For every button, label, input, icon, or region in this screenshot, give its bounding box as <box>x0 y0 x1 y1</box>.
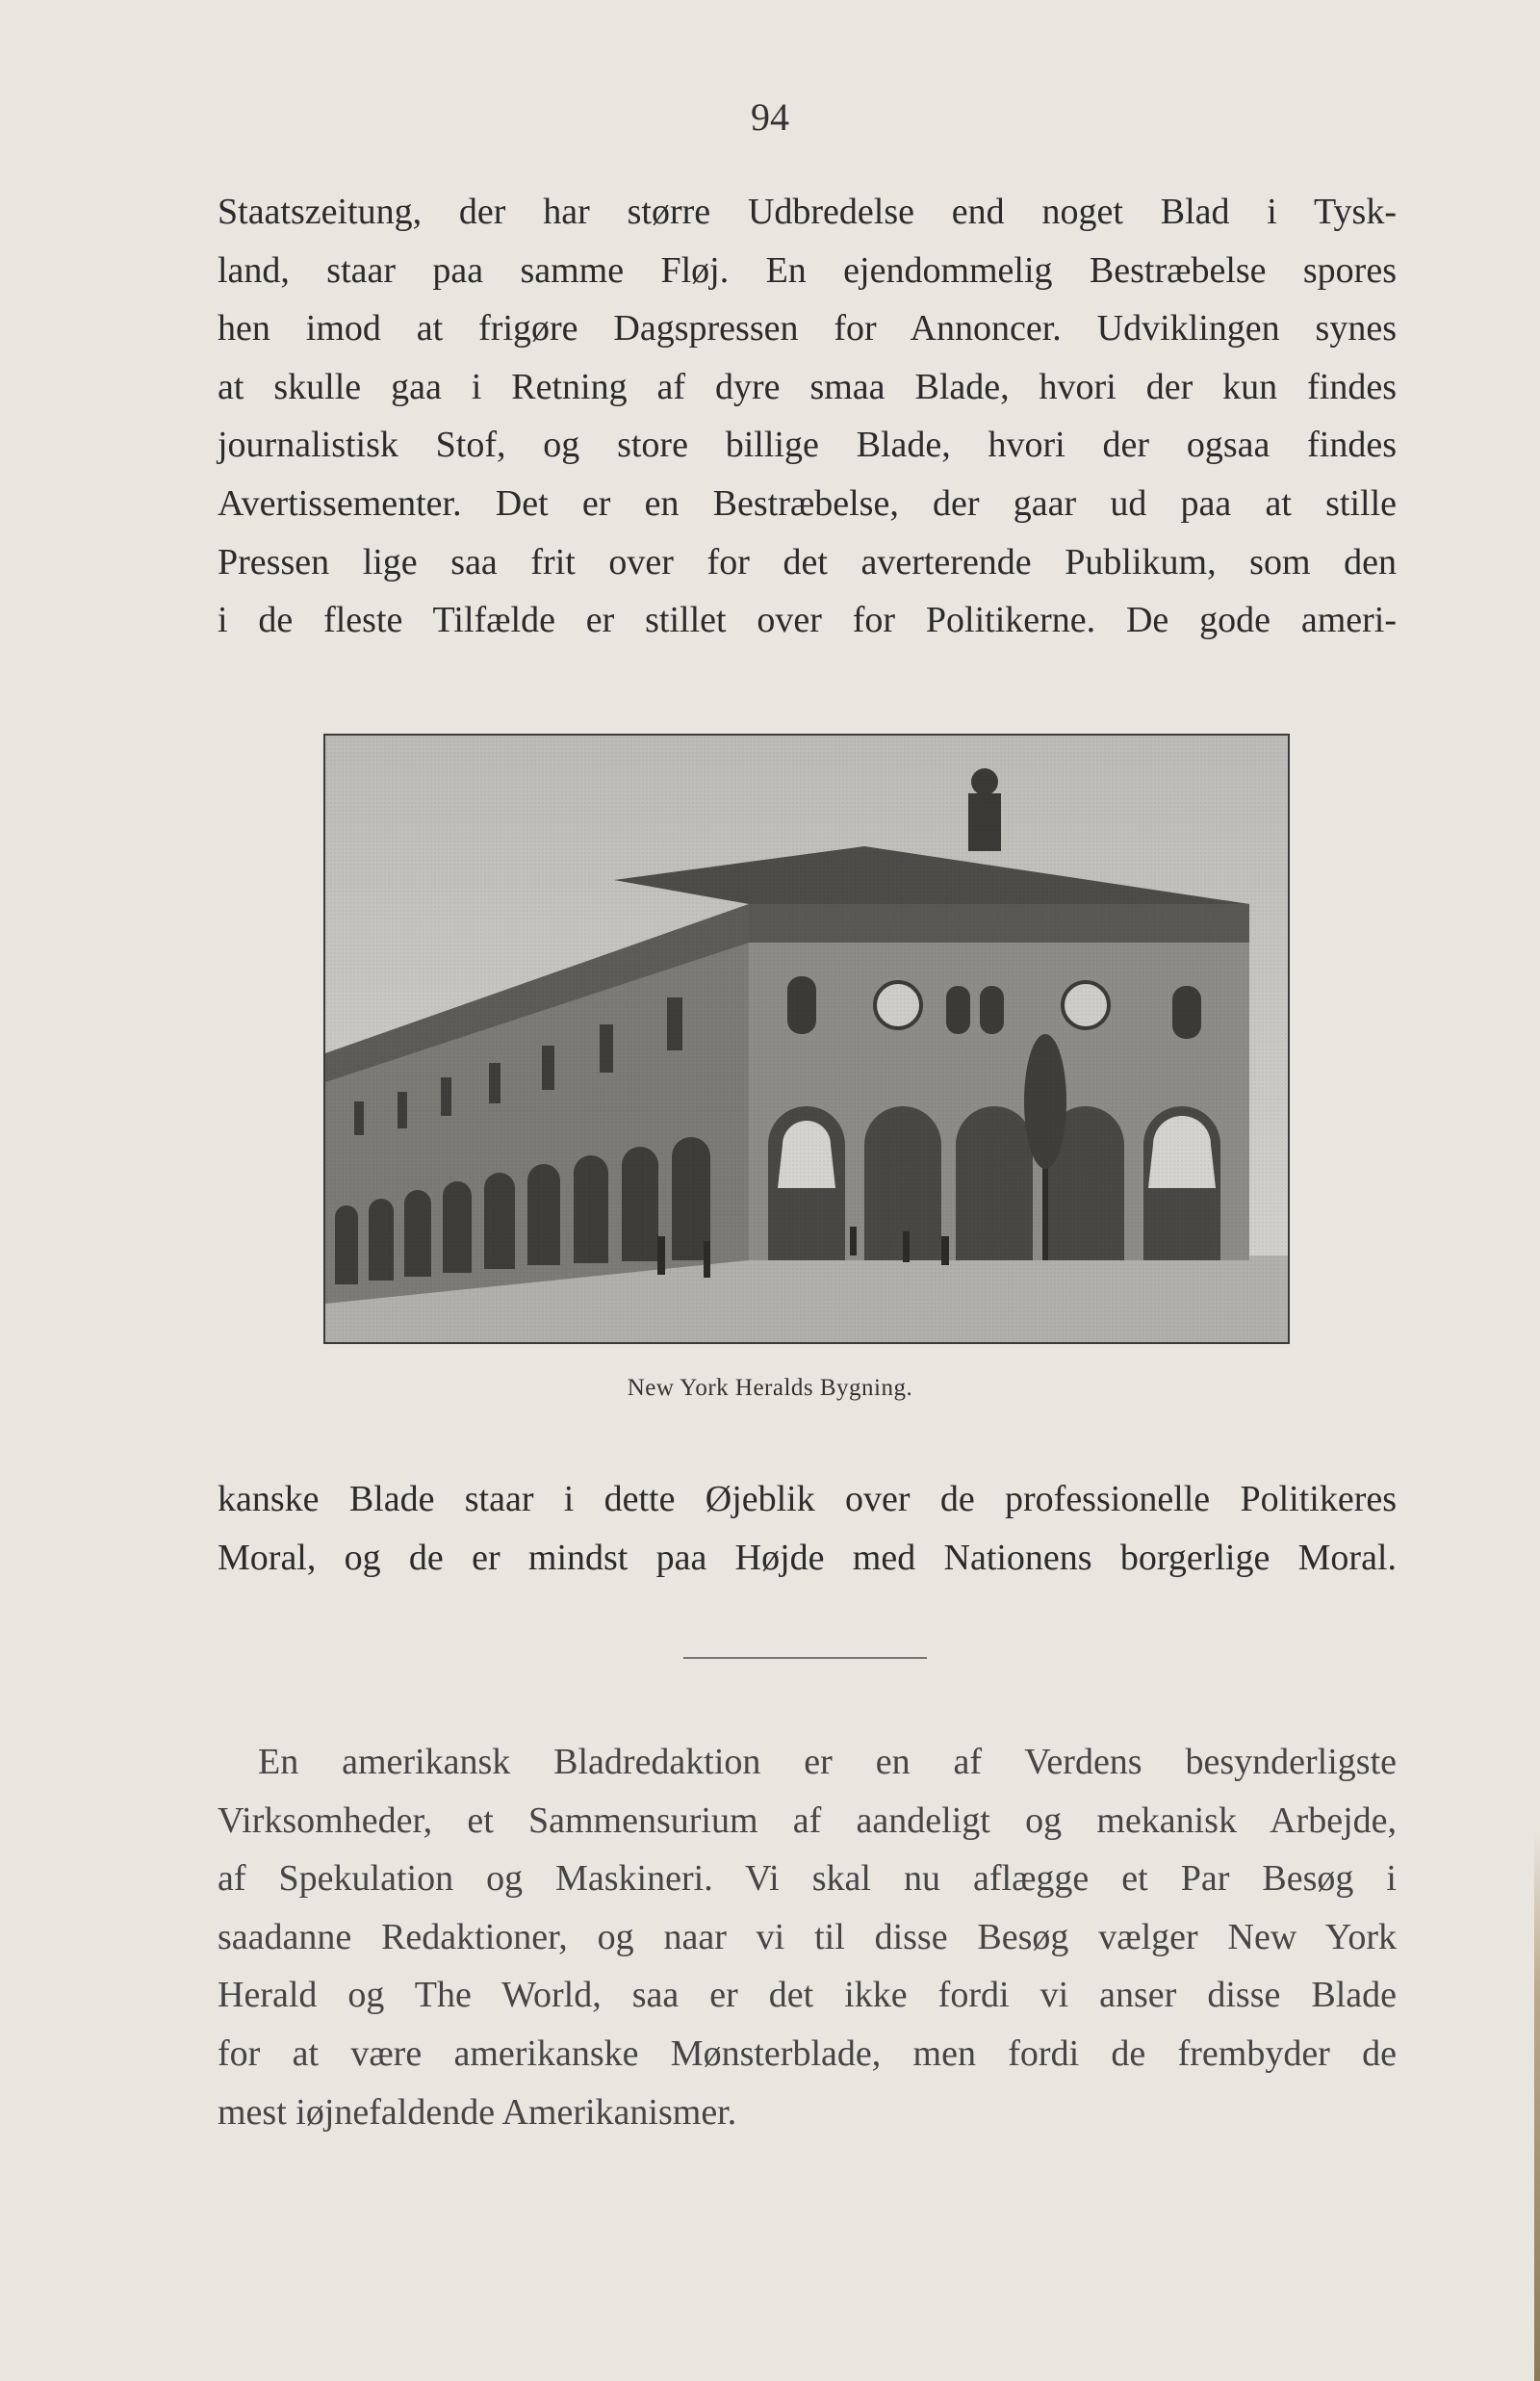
text-line: saadanne Redaktioner, og naar vi til disse Besøg vælger New York <box>218 1916 1397 1957</box>
text-line: af Spekulation og Maskineri. Vi skal nu aflægge et Par Besøg i <box>218 1858 1397 1900</box>
text-line: hen imod at frigøre Dagspressen for Annoncer. Udviklingen synes <box>218 308 1397 349</box>
text-line: mest iøjnefaldende Amerikanismer. <box>218 2091 737 2133</box>
text-line: for at være amerikanske Mønsterblade, men fordi de frembyder de <box>218 2032 1397 2074</box>
text-line: Herald og The World, saa er det ikke fordi vi anser disse Blade <box>218 1975 1397 2016</box>
text-line: kanske Blade staar i dette Øjeblik over de professionelle Politikeres <box>218 1479 1397 1519</box>
paragraph-1 <box>218 183 1397 650</box>
building-illustration <box>325 736 1288 1342</box>
text-line: Avertissementer. Det er en Bestræbelse, der gaar ud paa at stille <box>218 482 1397 524</box>
text-line: Staatszeitung, der har større Udbredelse end noget Blad i Tysk- <box>218 192 1397 232</box>
figure-caption: New York Heralds Bygning. <box>627 1375 913 1401</box>
text-line: i de fleste Tilfælde er stillet over for Politikerne. De gode ameri- <box>218 600 1397 641</box>
text-line: at skulle gaa i Retning af dyre smaa Blade, hvori der kun findes <box>218 366 1397 407</box>
paragraph-2 <box>218 1470 1397 1587</box>
paragraph-3 <box>218 1733 1397 2141</box>
text-line: land, staar paa samme Fløj. En ejendommelig Bestræbelse spores <box>218 249 1397 291</box>
page-edge-stain <box>1534 1829 1540 2381</box>
page-number: 94 <box>751 95 789 139</box>
text-line: Virksomheder, et Sammensurium af aandeligt og mekanisk Arbejde, <box>218 1799 1397 1841</box>
text-line: Pressen lige saa frit over for det averterende Publikum, som den <box>218 541 1397 582</box>
section-divider <box>683 1657 927 1659</box>
text-line: Moral, og de er mindst paa Højde med Nationens borgerlige Moral. <box>218 1537 1397 1578</box>
building-photograph <box>323 734 1290 1344</box>
text-line: journalistisk Stof, og store billige Blade, hvori der ogsaa findes <box>218 425 1397 466</box>
text-line: En amerikansk Bladredaktion er en af Verdens besynderligste <box>258 1742 1397 1782</box>
